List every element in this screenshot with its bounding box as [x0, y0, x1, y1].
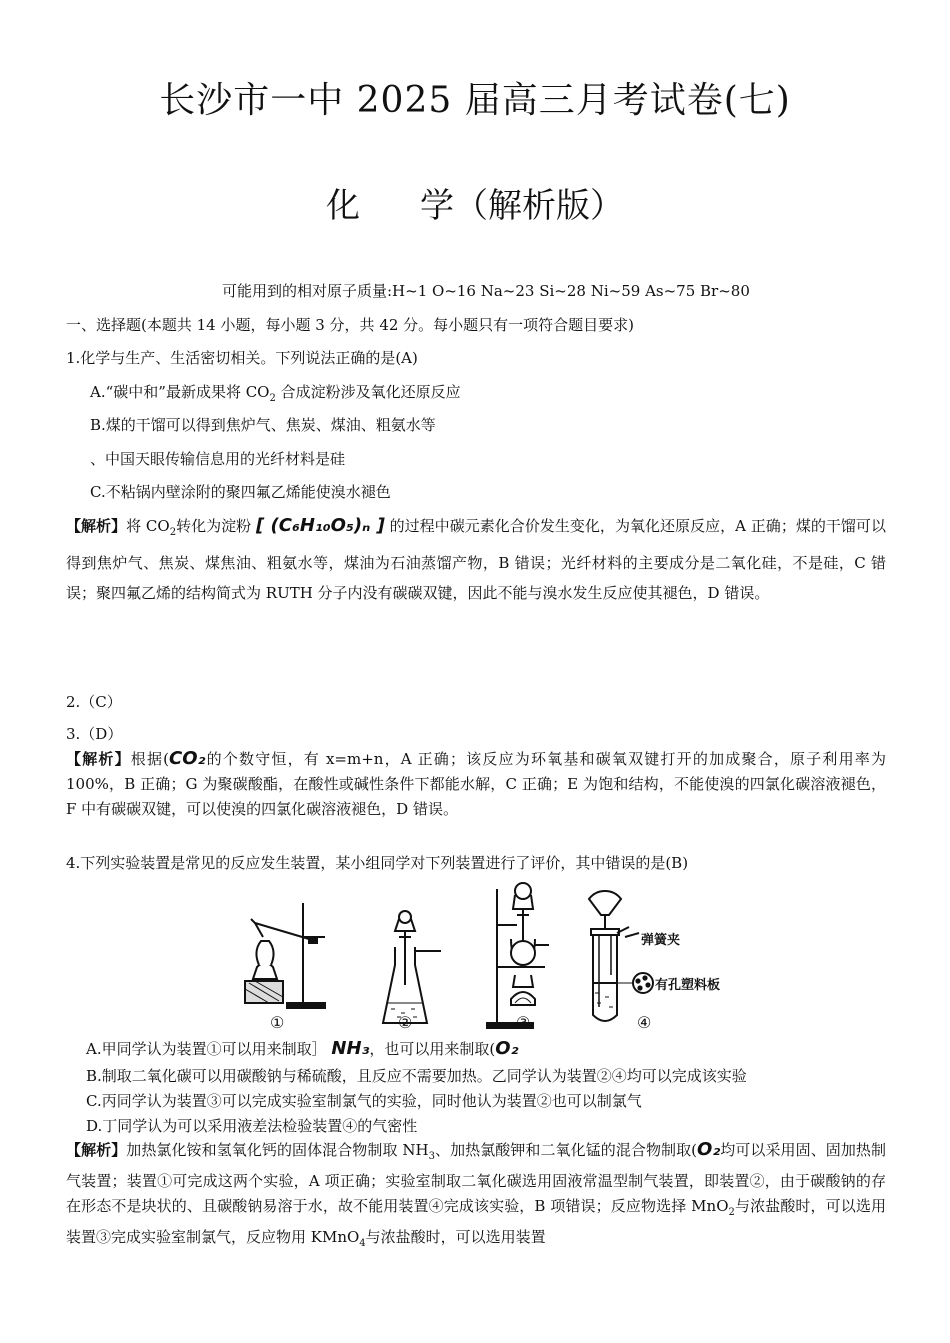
- page-title: 长沙市一中 2025 届高三月考试卷(七): [159, 80, 791, 121]
- figure-label-2: ②: [398, 1013, 413, 1032]
- subject-char: 化: [326, 186, 360, 226]
- q1-option-a-sub: 2: [269, 393, 276, 404]
- co2-formula: CO₂: [169, 748, 206, 769]
- q1-option-a-post: 合成淀粉涉及氧化还原反应: [275, 383, 461, 401]
- q4-option-a-mid: ，也可以用来制取(: [369, 1040, 496, 1058]
- q4-analysis-p5: 与浓盐酸时，可以选用装置: [365, 1228, 546, 1246]
- figure-label-3: ③: [516, 1013, 531, 1032]
- o2-formula: O₂: [495, 1038, 519, 1059]
- q4-option-a: [86, 1039, 518, 1059]
- q4-option-d: D.丁同学认为可以采用液差法检验装置④的气密性: [86, 1117, 418, 1135]
- page-subtitle: [0, 178, 950, 227]
- q4-analysis: [66, 1137, 886, 1256]
- q4-analysis-p3-sub: 2: [728, 1207, 735, 1218]
- apparatus-4: [589, 891, 653, 1021]
- q1-option-a-pre: A.“碳中和”最新成果将 CO: [90, 383, 270, 401]
- apparatus-3: [487, 883, 549, 1028]
- q1-option-c: C.不粘锅内壁涂附的聚四氟乙烯能使溴水褪色: [90, 483, 391, 501]
- q3-analysis-label: 【解析】: [66, 750, 131, 768]
- q1-option-x: 、中国天眼传输信息用的光纤材料是硅: [90, 450, 346, 468]
- q4-option-a-pre: A.甲同学认为装置①可以用来制取］: [86, 1040, 327, 1058]
- starch-formula: [ (C₆H₁₀O₅)ₙ ]: [256, 515, 385, 536]
- q4-analysis-p2: 、加热氯酸钾和二氧化锰的混合物制取(: [434, 1141, 698, 1159]
- apparatus-2: [383, 911, 441, 1023]
- label-spring-clip: 弹簧夹: [641, 933, 681, 948]
- apparatus-1: [245, 903, 325, 1008]
- q4-analysis-p4: 与浓盐酸时，可以选用装置③完成实验室制氯气，反应物用 KMnO: [66, 1197, 886, 1246]
- q1-option-b: B.煤的干馏可以得到焦炉气、焦炭、煤油、粗氨水等: [90, 416, 436, 434]
- q4-analysis-p3: 均可以采用固、固加热制气装置；装置①可完成这两个实验，A 项正确；实验室制取二氧化碳选用固液常温型制气装置，即装置②，由于碳酸钠的存在形态不是块状的、且碳酸钠易溶于水，故不能用装置④完成该实验，B 项错误；反应物选择 MnO: [66, 1141, 886, 1215]
- q3-analysis-pre: 根据(: [130, 750, 170, 768]
- figure-label-1: ①: [270, 1013, 285, 1032]
- apparatus-figure: [225, 875, 745, 1035]
- q1-analysis-label: 【解析】: [66, 517, 127, 535]
- atomic-masses: 可能用到的相对原子质量:H~1 O~16 Na~23 Si~28 Ni~59 As~75 Br~80: [222, 282, 750, 300]
- q3-answer: 3.（D）: [66, 725, 123, 743]
- q4-analysis-label: 【解析】: [66, 1141, 127, 1159]
- q1-analysis-mid: 转化为淀粉: [176, 517, 252, 535]
- q4-option-c: C.丙同学认为装置③可以完成实验室制氯气的实验，同时他认为装置②也可以制氯气: [86, 1092, 642, 1110]
- subject-tail: 学（解析版）: [420, 186, 624, 226]
- q3-analysis: [66, 746, 886, 822]
- q1-analysis-pre: 将 CO: [126, 517, 170, 535]
- q1-analysis-rest: 的过程中碳元素化合价发生变化，为氧化还原反应，A 正确；煤的干馏可以得到焦炉气、焦炭、煤焦油、粗氨水等，煤油为石油蒸馏产物，B 错误；光纤材料的主要成分是二氧化硅，不是硅，C 错误；聚四氟乙烯的结构简式为 RUTH 分子内没有碳碳双键，因此不能与溴水发生反应使其褪色，D 错误。: [66, 517, 886, 602]
- q4-analysis-p1-sub: 3: [428, 1151, 435, 1162]
- section-heading: 一、选择题(本题共 14 小题，每小题 3 分，共 42 分。每小题只有一项符合题目要求): [66, 316, 635, 334]
- label-plastic-plate: 有孔塑料板: [655, 978, 721, 993]
- q2-answer: 2.（C）: [66, 693, 122, 711]
- q4-analysis-p4-sub: 4: [359, 1238, 366, 1249]
- o2-formula-analysis: O₂: [697, 1139, 721, 1160]
- q1-analysis: [66, 511, 886, 608]
- figure-label-4: ④: [637, 1013, 652, 1032]
- q1-analysis-sub: 2: [169, 527, 177, 538]
- q4-stem: 4.下列实验装置是常见的反应发生装置，某小组同学对下列装置进行了评价，其中错误的是(B): [66, 854, 689, 872]
- q4-option-b: B.制取二氧化碳可以用碳酸钠与稀硫酸，且反应不需要加热。乙同学认为装置②④均可以完成该实验: [86, 1067, 747, 1085]
- q3-analysis-rest: 的个数守恒，有 x=m+n，A 正确；该反应为环氧基和碳氧双键打开的加成聚合，原子利用率为 100%，B 正确；G 为聚碳酸酯，在酸性或碱性条件下都能水解，C 正确；E 为饱和结构，不能使溴的四氯化碳溶液褪色，F 中有碳碳双键，可以使溴的四氯化碳溶液褪色，D 错误。: [66, 750, 886, 818]
- q1-option-a: [90, 382, 461, 409]
- q4-analysis-p1: 加热氯化铵和氢氧化钙的固体混合物制取 NH: [126, 1141, 429, 1159]
- nh3-formula: NH₃: [331, 1038, 370, 1059]
- q1-stem: 1.化学与生产、生活密切相关。下列说法正确的是(A): [66, 349, 418, 367]
